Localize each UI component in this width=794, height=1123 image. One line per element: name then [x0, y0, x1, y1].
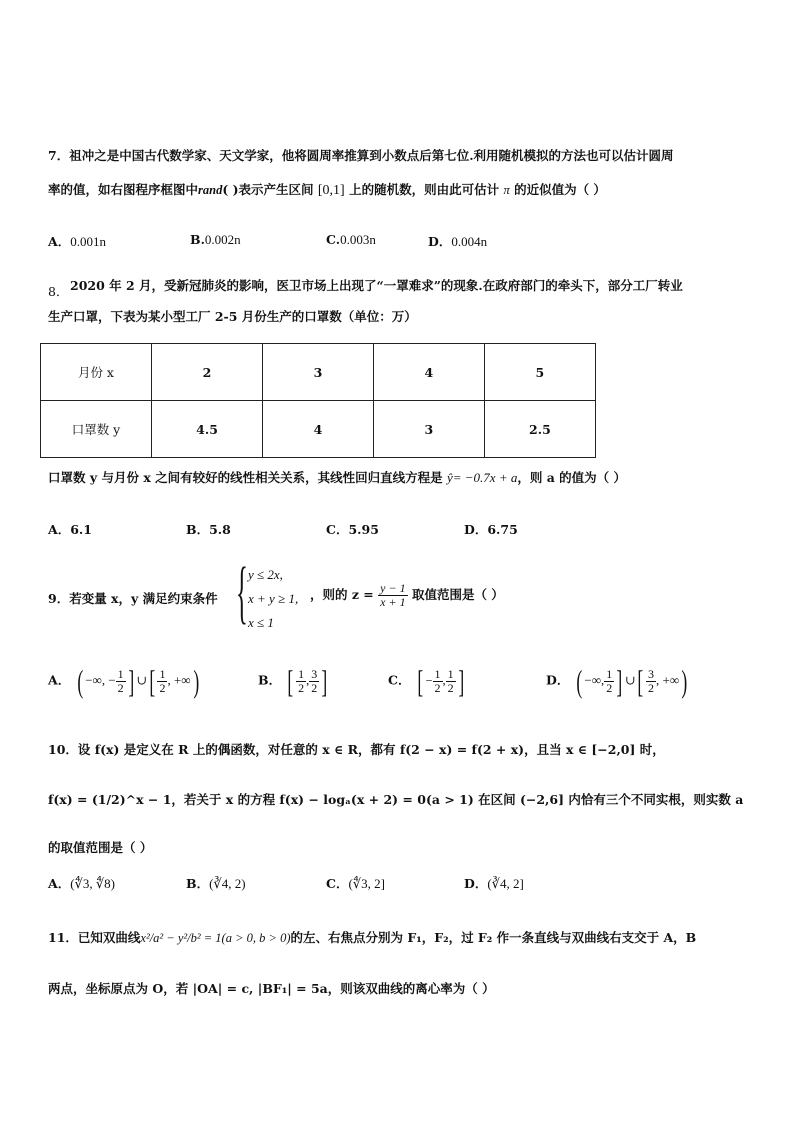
q8-option-c-value: 5.95: [348, 522, 379, 537]
q7-option-a[interactable]: [48, 232, 106, 250]
q8-option-d-label: D．: [464, 522, 488, 537]
q9-constraint-2: x + y ≥ 1,: [248, 591, 299, 606]
q9-option-b-label: B．: [258, 672, 282, 688]
table-cell: 5: [484, 344, 595, 401]
q7-option-a-label: A．: [48, 234, 71, 249]
q8-option-a[interactable]: [48, 520, 92, 538]
q10-option-d[interactable]: [464, 874, 524, 892]
q8-option-b[interactable]: [186, 520, 231, 538]
q7-rand: rand: [198, 183, 223, 197]
q8-option-d[interactable]: [464, 520, 518, 538]
table-cell: 4.5: [151, 401, 262, 458]
q11-line2: 两点，坐标原点为 O，若 |OA| = c, |BF₁| = 5a，则该双曲线的离心率为（ ）: [48, 981, 495, 996]
q9-option-d-label: D．: [546, 672, 570, 688]
q8-number: 8．: [48, 284, 69, 299]
q8-text-b: ，则 a 的值为（ ）: [517, 470, 626, 485]
q8-line1: 2020 年 2 月，受新冠肺炎的影响，医卫市场上出现了“一罩难求”的现象.在政府部门的牵头下，部分工厂转业: [70, 278, 683, 293]
q10-option-b-value: (∛4, 2): [209, 876, 246, 891]
q9-text-a: 9．若变量 x，y 满足约束条件: [48, 591, 218, 606]
q11-hyperbola-equation: x²/a² − y²/b² = 1(a > 0, b > 0): [140, 931, 291, 945]
q9-option-c[interactable]: C． [ − $\frac{1}{2}$ , $\frac{1}{2}$ ]: [388, 663, 464, 699]
q9-option-a[interactable]: A． ( −∞, − $\frac{1}{2}$ ] ∪[ $\frac{1}{2}$ , +∞): [48, 663, 199, 699]
q7-option-c-value: 0.003n: [340, 232, 376, 247]
q8-option-b-label: B．: [186, 522, 210, 537]
q10-option-a-value: (∜3, ∜8): [70, 876, 115, 891]
q7-option-c[interactable]: [326, 232, 376, 248]
q10-option-a[interactable]: [48, 874, 115, 892]
table-cell: 3: [373, 401, 484, 458]
q9-option-d[interactable]: D． ( −∞, $\frac{1}{2}$ ] ∪[ $\frac{3}{2}$ , +∞): [546, 663, 688, 699]
q7-option-d-label: D．: [428, 234, 452, 249]
q9-text-c: 取值范围是（ ）: [411, 587, 504, 602]
q7-option-b[interactable]: [190, 232, 241, 248]
q8-line2: 生产口罩，下表为某小型工厂 2-5 月份生产的口罩数（单位：万）: [48, 309, 417, 324]
table-row: [41, 401, 596, 458]
q7-line2-c: 上的随机数，则由此可估计: [349, 182, 500, 197]
q7-line2: [48, 180, 606, 199]
q8-option-c-label: C．: [326, 522, 349, 537]
q7-option-c-label: C.: [326, 232, 341, 247]
q10-option-c-label: C．: [326, 876, 349, 891]
q7-option-d[interactable]: [428, 232, 487, 250]
q9-option-b[interactable]: B． [ $\frac{1}{2}$ , $\frac{3}{2}$ ]: [258, 663, 328, 699]
q7-line2-a: 率的值，如右图程序框图中: [48, 182, 199, 197]
table-cell: 2.5: [484, 401, 595, 458]
q7-option-b-value: 0.002n: [204, 232, 241, 247]
left-brace: {: [236, 554, 248, 631]
q10-option-d-value: (∛4, 2]: [487, 876, 524, 891]
q8-data-table: [40, 343, 596, 458]
q8-option-a-label: A．: [48, 522, 71, 537]
q10-option-c-value: (∜3, 2]: [348, 876, 385, 891]
q7-option-a-value: 0.001n: [70, 234, 106, 249]
q9-option-c-label: C．: [388, 672, 411, 688]
q11-line1-a: 11．已知双曲线: [48, 930, 141, 945]
table-cell: 2: [151, 344, 262, 401]
q9-option-a-label: A．: [48, 672, 71, 688]
q9-constraint-1: y ≤ 2x,: [248, 567, 283, 582]
q8-regression-line: [48, 468, 626, 486]
q8-option-c[interactable]: [326, 520, 379, 538]
q9-fraction: [378, 582, 407, 609]
table-header-month: 月份 x: [41, 344, 152, 401]
q7-option-d-value: 0.004n: [451, 234, 488, 249]
q11-line1-c: 的左、右焦点分别为 F₁，F₂，过 F₂ 作一条直线与双曲线右支交于 A，B: [290, 930, 697, 945]
q10-option-c[interactable]: [326, 874, 385, 892]
table-header-masks: 口罩数 y: [41, 401, 152, 458]
q9-constraint-3: x ≤ 1: [248, 615, 274, 630]
q9-text-b: ，则的 z =: [310, 587, 374, 602]
q7-line2-b: ( )表示产生区间: [222, 182, 314, 197]
q10-line1: 10．设 f(x) 是定义在 R 上的偶函数，对任意的 x ∈ R，都有 f(2 − x) = f(2 + x)，且当 x ∈ [−2,0] 时，: [48, 742, 665, 757]
q7-pi: π: [503, 183, 510, 197]
q11-line1: [48, 928, 696, 946]
q9-constraint-system: [248, 563, 298, 635]
q8-equation: ŷ= −0.7x + a: [446, 470, 518, 485]
q9-objective: [310, 582, 504, 609]
q9-fraction-numerator: y − 1: [380, 581, 406, 595]
table-row: [41, 344, 596, 401]
table-cell: 4: [263, 401, 374, 458]
q10-option-b-label: B．: [186, 876, 210, 891]
q10-option-a-label: A．: [48, 876, 71, 891]
table-cell: 3: [263, 344, 374, 401]
q10-option-d-label: D．: [464, 876, 488, 891]
q8-option-b-value: 5.8: [209, 522, 231, 537]
q10-line3: 的取值范围是（ ）: [48, 840, 153, 855]
q7-line2-d: 的近似值为（ ）: [514, 182, 606, 197]
q8-option-d-value: 6.75: [487, 522, 518, 537]
q8-text-a: 口罩数 y 与月份 x 之间有较好的线性相关关系，其线性回归直线方程是: [48, 470, 443, 485]
q9-fraction-denominator: x + 1: [380, 595, 406, 609]
q7-option-b-label: B.: [190, 232, 205, 247]
table-cell: 4: [373, 344, 484, 401]
q8-option-a-value: 6.1: [70, 522, 92, 537]
q7-line1: 7．祖冲之是中国古代数学家、天文学家，他将圆周率推算到小数点后第七位.利用随机模拟的方法也可以估计圆周: [48, 148, 674, 163]
q7-interval: [0,1]: [317, 183, 345, 198]
q10-line2: f(x) = (1/2)^x − 1，若关于 x 的方程 f(x) − logₐ(x + 2) = 0(a > 1) 在区间 (−2,6] 内恰有三个不同实根，则实数 a: [48, 792, 744, 807]
q10-option-b[interactable]: [186, 874, 246, 892]
